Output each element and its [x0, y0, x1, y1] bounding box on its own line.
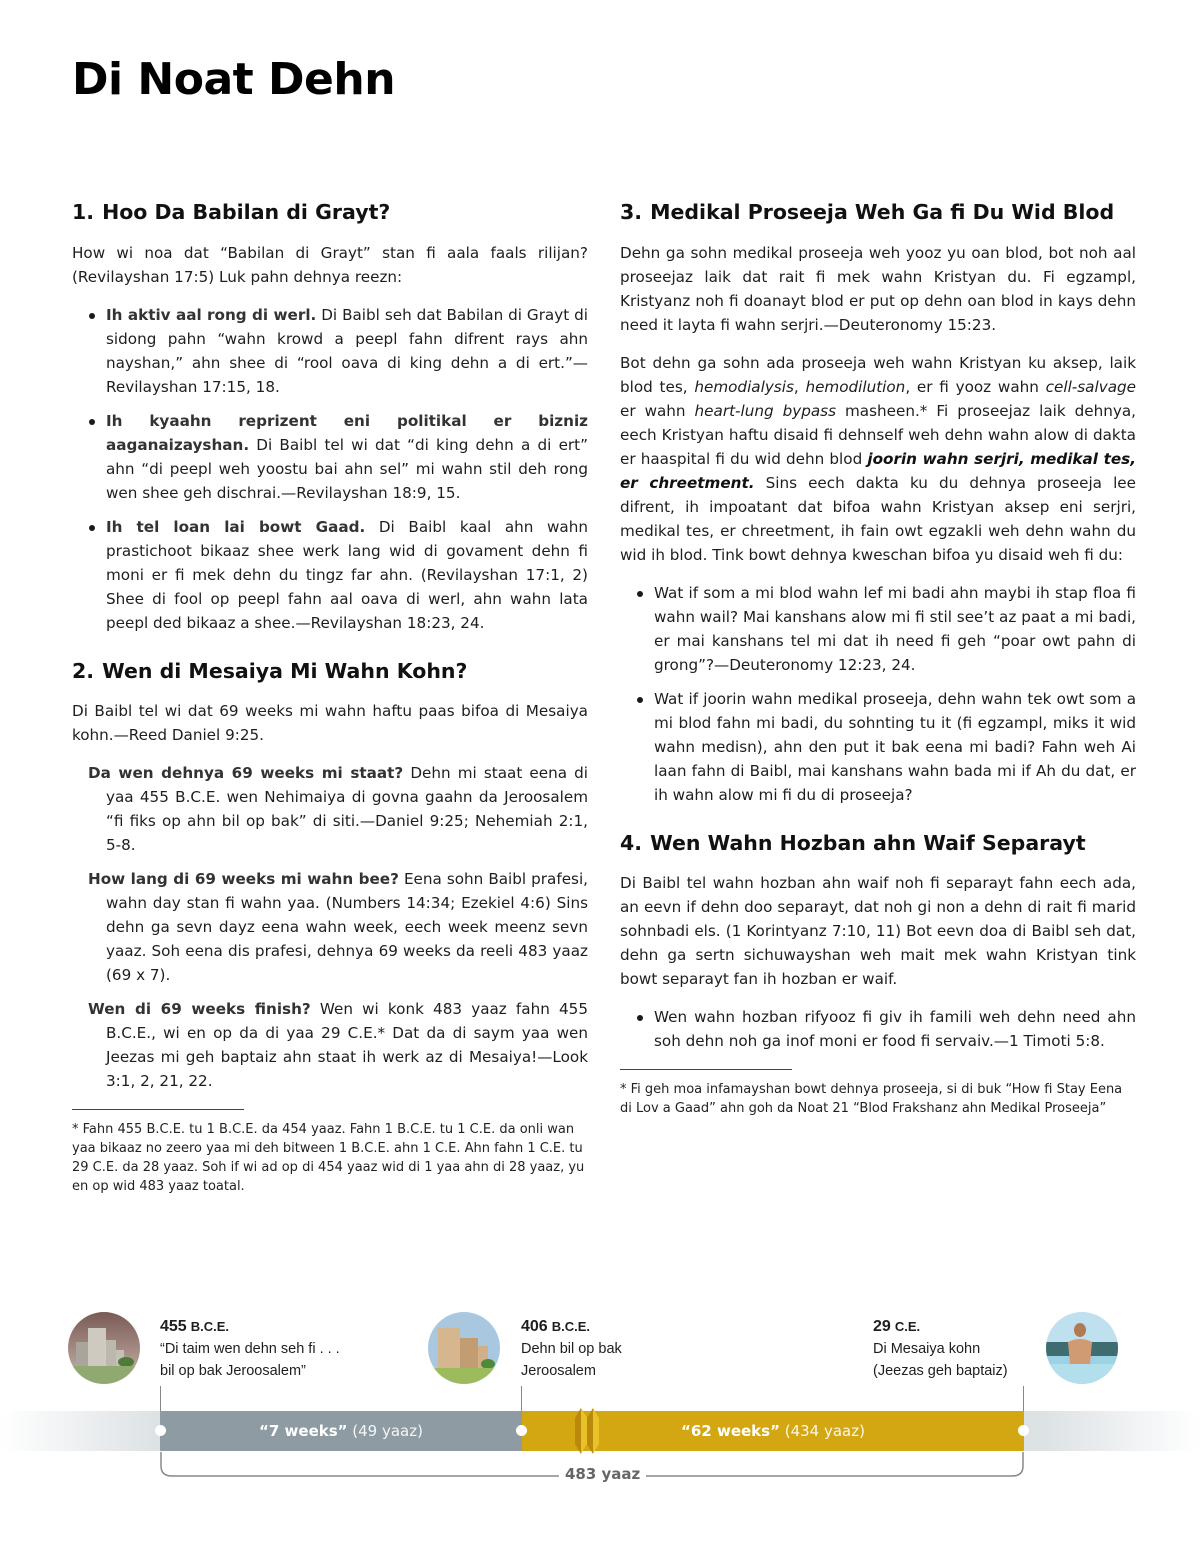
segment-title: “7 weeks”	[259, 1422, 348, 1440]
bullet-text: Di Baibl kaal ahn wahn prastichoot bikaaz shee werk lang wid di govament dehn fi moni er fi mek dehn du tingz far ahn. (Revilayshan 17:1, 2) Shee di fool op peepl fahn aal oava di werl, ahn wahn lata peepl ded bikaaz a shee.—Revilayshan 18:23, 24.	[106, 517, 588, 632]
page-title: Di Noat Dehn	[72, 54, 396, 105]
baptism-image	[1046, 1312, 1118, 1384]
event-era: B.C.E.	[190, 1319, 230, 1334]
answer: Eena sohn Baibl prafesi, wahn day stan fi wahn yaa. (Numbers 14:34; Ezekiel 4:6) Sins dehn ga sevn dayz eena wahn week, eech week meenz sevn yaaz. Soh eena dis prafesi, dehnya 69 weeks da reeli 483 yaaz (69 x 7).	[106, 870, 588, 985]
section-intro: Di Baibl tel wahn hozban ahn waif noh fi separayt fahn eech ada, an eevn if dehn doo separayt, dat noh gi non a dehn di rait fi marid sohnbadi els. (1 Korintyanz 7:10, 11) Bot eevn doa di Baibl seh dat, dehn ga sertn sichuwayshan weh mait mek wahn Kristyan tink bowt separayt fan ih hozban er waif.	[620, 874, 1136, 989]
answer: Dehn mi staat eena di yaa 455 B.C.E. wen Nehimaiya di govna gaahn da Jeroosalem “fi fiks op ahn bil op bak” di siti.—Daniel 9:25; Nehemiah 2:1, 5-8.	[106, 764, 588, 855]
bullet-lead: Ih aktiv aal rong di werl.	[106, 305, 317, 324]
question-answer	[88, 867, 588, 987]
footnote-divider	[620, 1069, 792, 1070]
section-4	[620, 831, 1136, 1119]
event-caption: Jeroosalem	[521, 1363, 596, 1379]
footnote-divider	[72, 1109, 244, 1110]
event-year: 29	[873, 1318, 891, 1335]
section-heading	[72, 659, 588, 684]
section-intro: How wi noa dat “Babilan di Grayt” stan fi aala faals rilijan? (Revilayshan 17:5) Luk pahn dehnya reezn:	[72, 243, 588, 286]
segment-label	[160, 1411, 522, 1451]
italic-term: heart-lung bypass	[694, 401, 837, 420]
section-number: 2.	[72, 658, 95, 683]
timeline-event	[873, 1316, 1008, 1382]
time-break-icon	[572, 1404, 602, 1458]
list-item: Wen wahn hozban rifyooz fi giv ih famili weh dehn need ahn soh dehn noh ga inof moni er food fi servaiv.—1 Timoti 5:8.	[634, 1005, 1136, 1053]
event-caption: bil op bak Jeroosalem”	[160, 1363, 306, 1379]
question-list	[634, 581, 1136, 807]
list-item: Wat if som a mi blod wahn lef mi badi ahn maybi ih stap floa fi wahn wail? Mai kanshans alow mi fi stil see’t az paat a mi badi, er mai kanshans tel mi dat ih need fi geh “poar owt pahn di grong”?—Deuteronomy 12:23, 24.	[634, 581, 1136, 677]
timeline-node	[516, 1425, 527, 1436]
section-number: 4.	[620, 830, 643, 855]
italic-term: hemodilution	[805, 377, 906, 396]
footnote: * Fahn 455 B.C.E. tu 1 B.C.E. da 454 yaaz. Fahn 1 B.C.E. tu 1 C.E. da onli wan yaa bikaaz no zeero yaa mi deh bitween 1 B.C.E. ahn 1 C.E. Ahn fahn 1 C.E. tu 29 C.E. da 28 yaaz. Soh if wi ad op di 454 yaaz wid di 1 yaa ahn di 28 yaaz, yu en op wid 483 yaaz toatal.	[72, 1122, 585, 1195]
timeline-tick	[521, 1386, 522, 1411]
situation-list	[634, 1005, 1136, 1053]
section-heading	[620, 200, 1136, 225]
timeline-node	[1018, 1425, 1029, 1436]
event-caption: “Di taim wen dehn seh fi . . .	[160, 1341, 340, 1357]
event-caption: (Jeezas geh baptaiz)	[873, 1363, 1008, 1379]
section-2	[72, 659, 588, 1197]
segment-detail: (434 yaaz)	[784, 1422, 865, 1440]
timeline-event	[521, 1316, 622, 1382]
right-column	[620, 200, 1136, 1118]
segment-detail: (49 yaaz)	[352, 1422, 423, 1440]
text-run: Sins eech dakta ku du dehnya proseeja lee difrent, ih impoatant dat bifoa wahn Kristyan aksep eni serjri, medikal tes, er chreetment, ih fain owt egzakli weh dehn wahn du wid ih blod. Tink bowt dehnya kweschan bifoa yu disaid weh fi du:	[620, 473, 1136, 564]
italic-term: hemodialysis	[694, 377, 794, 396]
question-answer	[88, 761, 588, 857]
section-intro: Di Baibl tel wi dat 69 weeks mi wahn haftu paas bifoa di Mesaiya kohn.—Reed Daniel 9:25.	[72, 702, 588, 745]
event-era: C.E.	[894, 1319, 921, 1334]
section-title: Hoo Da Babilan di Grayt?	[102, 200, 391, 224]
event-year: 406	[521, 1318, 548, 1335]
ruined-walls-image	[68, 1312, 140, 1384]
italic-term: cell-salvage	[1045, 377, 1136, 396]
section-paragraph	[620, 351, 1136, 567]
event-caption: Di Mesaiya kohn	[873, 1341, 981, 1357]
section-3	[620, 200, 1136, 807]
rebuilt-walls-image	[428, 1312, 500, 1384]
question: How lang di 69 weeks mi wahn bee?	[88, 870, 399, 889]
section-heading	[72, 200, 588, 225]
text-run: masheen.* Fi proseejaz laik dehnya, eech Kristyan haftu disaid fi dehnself weh dehn wahn alow di dakta er haaspital fi du wid dehn blod	[620, 401, 1137, 468]
event-year: 455	[160, 1318, 187, 1335]
text-run: , er fi yooz wahn	[905, 377, 1046, 396]
left-column	[72, 200, 588, 1196]
reason-list	[86, 303, 588, 635]
section-paragraph: Dehn ga sohn medikal proseeja weh yooz yu oan blod, bot noh aal proseejaz laik dat rait fi mek wahn Kristyan du. Fi egzampl, Kristyanz noh fi doanayt blod er put op dehn oan blod in kays dehn need it layta fi wahn serjri.—Deuteronomy 15:23.	[620, 243, 1136, 334]
segment-title: “62 weeks”	[681, 1422, 780, 1440]
question-answer	[88, 997, 588, 1093]
segment-7-weeks	[160, 1411, 522, 1451]
section-heading	[620, 831, 1136, 856]
section-title: Wen di Mesaiya Mi Wahn Kohn?	[102, 658, 468, 683]
section-1	[72, 200, 588, 635]
section-number: 1.	[72, 200, 95, 224]
list-item	[86, 409, 588, 505]
total-span-label: 483 yaaz	[559, 1465, 646, 1483]
bullet-lead: Ih tel loan lai bowt Gaad.	[106, 517, 366, 536]
question: Da wen dehnya 69 weeks mi staat?	[88, 764, 404, 783]
section-title: Medikal Proseeja Weh Ga fi Du Wid Blod	[650, 200, 1115, 224]
list-item	[86, 303, 588, 399]
timeline	[0, 1300, 1200, 1500]
text-run: ,	[793, 377, 806, 396]
list-item	[86, 515, 588, 635]
bullet-text: Di Baibl tel wi dat “di king dehn a di ert” ahn “di peepl weh yoostu bai ahn sel” mi wahn stil deh rong wen shee geh dischrai.—Revilayshan 18:9, 15.	[106, 435, 588, 502]
bullet-text: Di Baibl seh dat Babilan di Grayt di sidong pahn “wahn krowd a peepl fahn difrent rays ahn nayshan,” ahn shee di “rool oava di king dehn a di ert.”—Revilayshan 17:15, 18.	[106, 305, 588, 396]
timeline-tick	[1023, 1386, 1024, 1411]
text-run: Bot dehn ga sohn ada proseeja weh wahn Kristyan ku aksep, laik blod tes,	[620, 353, 1136, 396]
answer: Wen wi konk 483 yaaz fahn 455 B.C.E., wi en op da di yaa 29 C.E.* Dat da di saym yaa wen Jeezas mi geh baptaiz ahn staat ih werk az di Mesaiya!—Look 3:1, 2, 21, 22.	[106, 1000, 588, 1091]
timeline-node	[155, 1425, 166, 1436]
section-title: Wen Wahn Hozban ahn Waif Separayt	[650, 830, 1086, 855]
section-number: 3.	[620, 200, 643, 224]
timeline-event	[160, 1316, 340, 1382]
question: Wen di 69 weeks finish?	[88, 1000, 311, 1019]
bullet-lead: Ih kyaahn reprizent eni politikal er bizniz aaganaizayshan.	[106, 411, 588, 454]
event-era: B.C.E.	[551, 1319, 591, 1334]
text-run: er wahn	[620, 401, 695, 420]
timeline-tick	[160, 1386, 161, 1411]
footnote: * Fi geh moa infamayshan bowt dehnya proseeja, si di buk “How fi Stay Eena di Lov a Gaad” ahn goh da Noat 21 “Blod Frakshanz ahn Medikal Proseeja”	[620, 1082, 1123, 1117]
emphasis: joorin wahn serjri, medikal tes, er chreetment.	[620, 449, 1136, 492]
event-caption: Dehn bil op bak	[521, 1341, 622, 1357]
list-item: Wat if joorin wahn medikal proseeja, dehn wahn tek owt som a mi blod fahn mi badi, du sohnting tu it (fi egzampl, miks it wid wahn medisn), ahn den put it bak eena mi badi? Fahn weh Ai laan fahn di Baibl, mai kanshans wahn bada mi if Ah du dat, er ih wahn alow mi fi du di proseeja?	[634, 687, 1136, 807]
